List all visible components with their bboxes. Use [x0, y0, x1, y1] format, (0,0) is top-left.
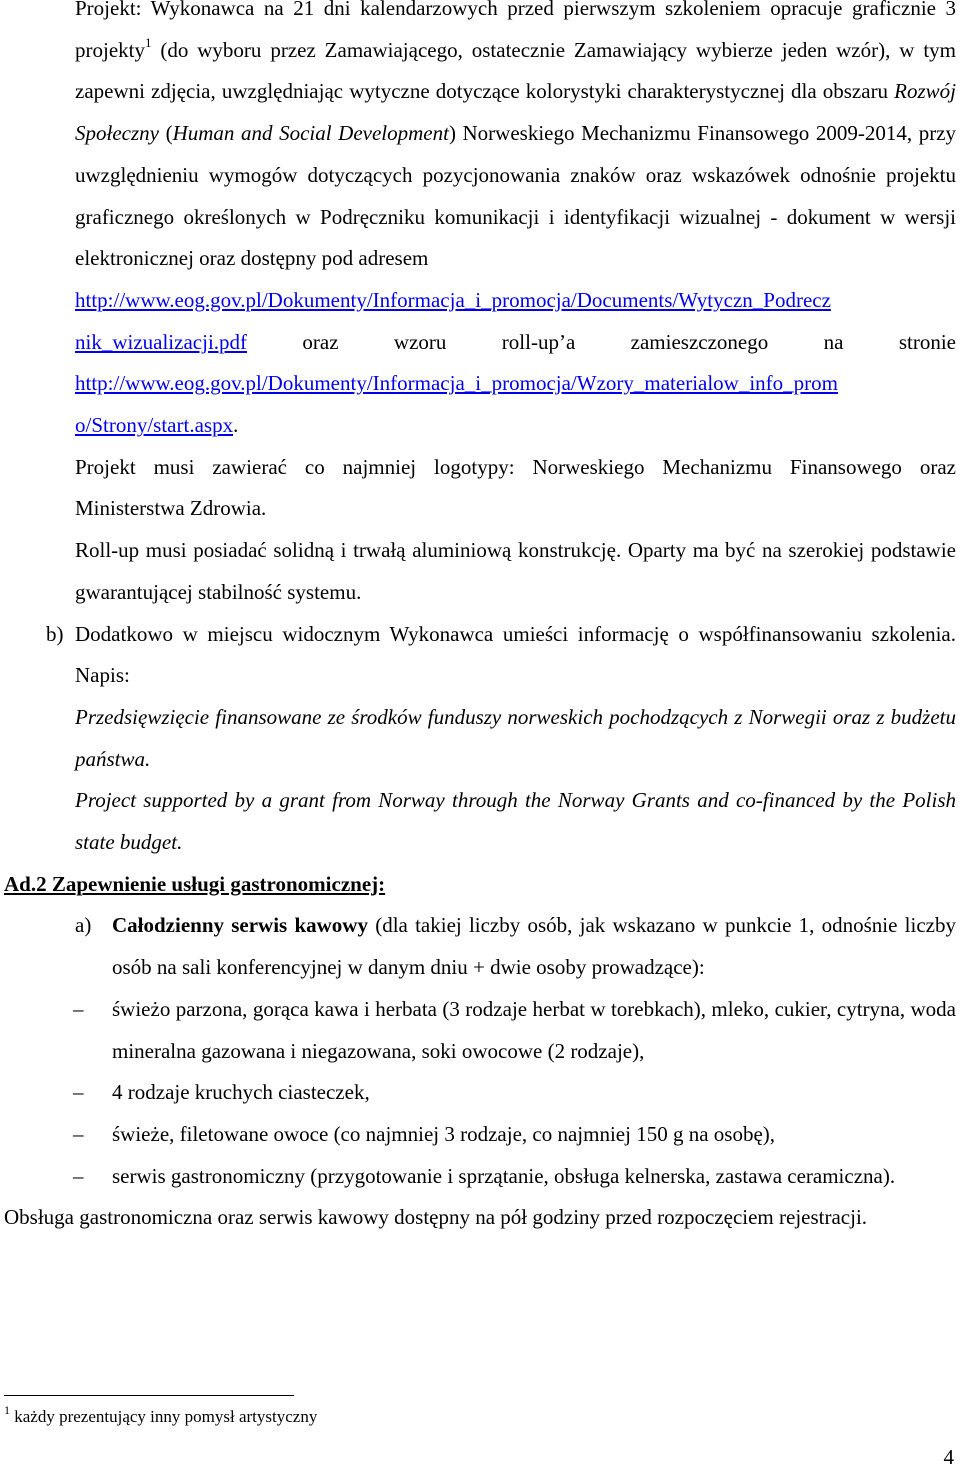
item-b-text: Dodatkowo w miejscu widocznym Wykonawca umieści informację o współfinansowaniu szkolenia. Napis: [75, 621, 956, 688]
italic-term: Rozwój Społeczny [75, 79, 956, 146]
coffee-service-title: Całodzienny serwis kawowy [112, 913, 368, 938]
footnote-reference[interactable]: 1 [144, 34, 152, 50]
list-item-text: serwis gastronomiczny (przygotowanie i sprzątanie, obsługa kelnerska, zastawa ceramiczna). [112, 1163, 896, 1188]
page-number: 4 [943, 1445, 954, 1469]
list-item [0, 1114, 960, 1156]
heading-text: Ad.2 Zapewnienie usługi gastronomicznej: [4, 871, 386, 896]
text-segment: (do wyboru przez Zamawiającego, ostatecznie Zamawiający wybierze jeden wzór), w tym zapewni zdjęcia, uwzględniając wytyczne dotyczące kolorystyki charakterystycznej dla obszaru [75, 37, 956, 104]
italic-term: Human and Social Development [172, 121, 449, 146]
project-paragraph [0, 0, 960, 447]
logotypes-paragraph: Projekt musi zawierać co najmniej logotypy: Norweskiego Mechanizmu Finansowego oraz Ministerstwa Zdrowia. [75, 454, 956, 521]
manual-link-line1[interactable]: http://www.eog.gov.pl/Dokumenty/Informacja_i_promocja/Documents/Wytyczn_Podrecz [75, 287, 831, 312]
list-item-text: świeże, filetowane owoce (co najmniej 3 rodzaje, co najmniej 150 g na osobę), [112, 1121, 776, 1146]
text-segment: ( [158, 121, 173, 146]
list-item-text: 4 rodzaje kruchych ciasteczek, [112, 1080, 370, 1105]
dash-bullet: – [73, 996, 84, 1021]
rollup-paragraph: Roll-up musi posiadać solidną i trwałą aluminiową konstrukcję. Oparty ma być na szerokiej podstawie gwarantującej stabilność systemu. [75, 538, 956, 604]
text-segment: oraz wzoru roll-up’a zamieszczonego na stronie [247, 329, 956, 354]
footnote-text: każdy prezentujący inny pomysł artystyczny [10, 1407, 318, 1426]
closing-paragraph: Obsługa gastronomiczna oraz serwis kawowy dostępny na pół godziny przed rozpoczęciem rejestracji. [4, 1205, 868, 1230]
rollup-link-line1[interactable]: http://www.eog.gov.pl/Dokumenty/Informacja_i_promocja/Wzory_materialow_info_prom [75, 371, 839, 396]
cofinancing-quote-en [0, 780, 960, 863]
item-label: b) [46, 621, 64, 646]
list-item [0, 989, 960, 1072]
list-item [0, 1156, 960, 1198]
item-label: a) [75, 913, 92, 938]
cofinancing-quote-pl [0, 697, 960, 780]
footnote-separator [4, 1395, 294, 1396]
footnote [4, 1403, 317, 1431]
text-segment: ) Norweskiego Mechanizmu Finansowego 2009-2014, przy uwzględnieniu wymogów dotyczących pozycjonowania znaków oraz wskazówek odnośnie projektu graficznego określonych w Podręczniku komunikacji i identyfikacji wizualnej - dokument w wersji elektronicznej oraz dostępny pod adresem [75, 121, 957, 271]
dash-bullet: – [73, 1163, 84, 1188]
item-b [0, 614, 960, 697]
text-segment: Projekt: Wykonawca na 21 dni kalendarzowych przed pierwszym szkoleniem opracuje graficznie 3 projekty [75, 0, 956, 62]
item-a [0, 905, 960, 988]
rollup-link-line2[interactable]: o/Strony/start.aspx [75, 413, 234, 438]
list-item-text: świeżo parzona, gorąca kawa i herbata (3 rodzaje herbat w torebkach), mleko, cukier, cytryna, woda mineralna gazowana i niegazowana, soki owocowe (2 rodzaje), [112, 996, 956, 1063]
quote-text: Project supported by a grant from Norway through the Norway Grants and co-financed by the Polish state budget. [75, 788, 956, 855]
footnote-mark: 1 [4, 1403, 10, 1418]
section-heading [0, 864, 960, 906]
list-item [0, 1072, 960, 1114]
dash-bullet: – [73, 1121, 84, 1146]
quote-text: Przedsięwzięcie finansowane ze środków funduszy norweskich pochodzących z Norwegii oraz z budżetu państwa. [75, 704, 956, 771]
manual-link-line2[interactable]: nik_wizualizacji.pdf [75, 329, 248, 354]
text-segment: . [233, 413, 239, 438]
item-a-text: (dla takiej liczby osób, jak wskazano w punkcie 1, odnośnie liczby osób na sali konferencyjnej w danym dniu + dwie osoby prowadzące): [112, 913, 956, 980]
dash-bullet: – [73, 1080, 84, 1105]
